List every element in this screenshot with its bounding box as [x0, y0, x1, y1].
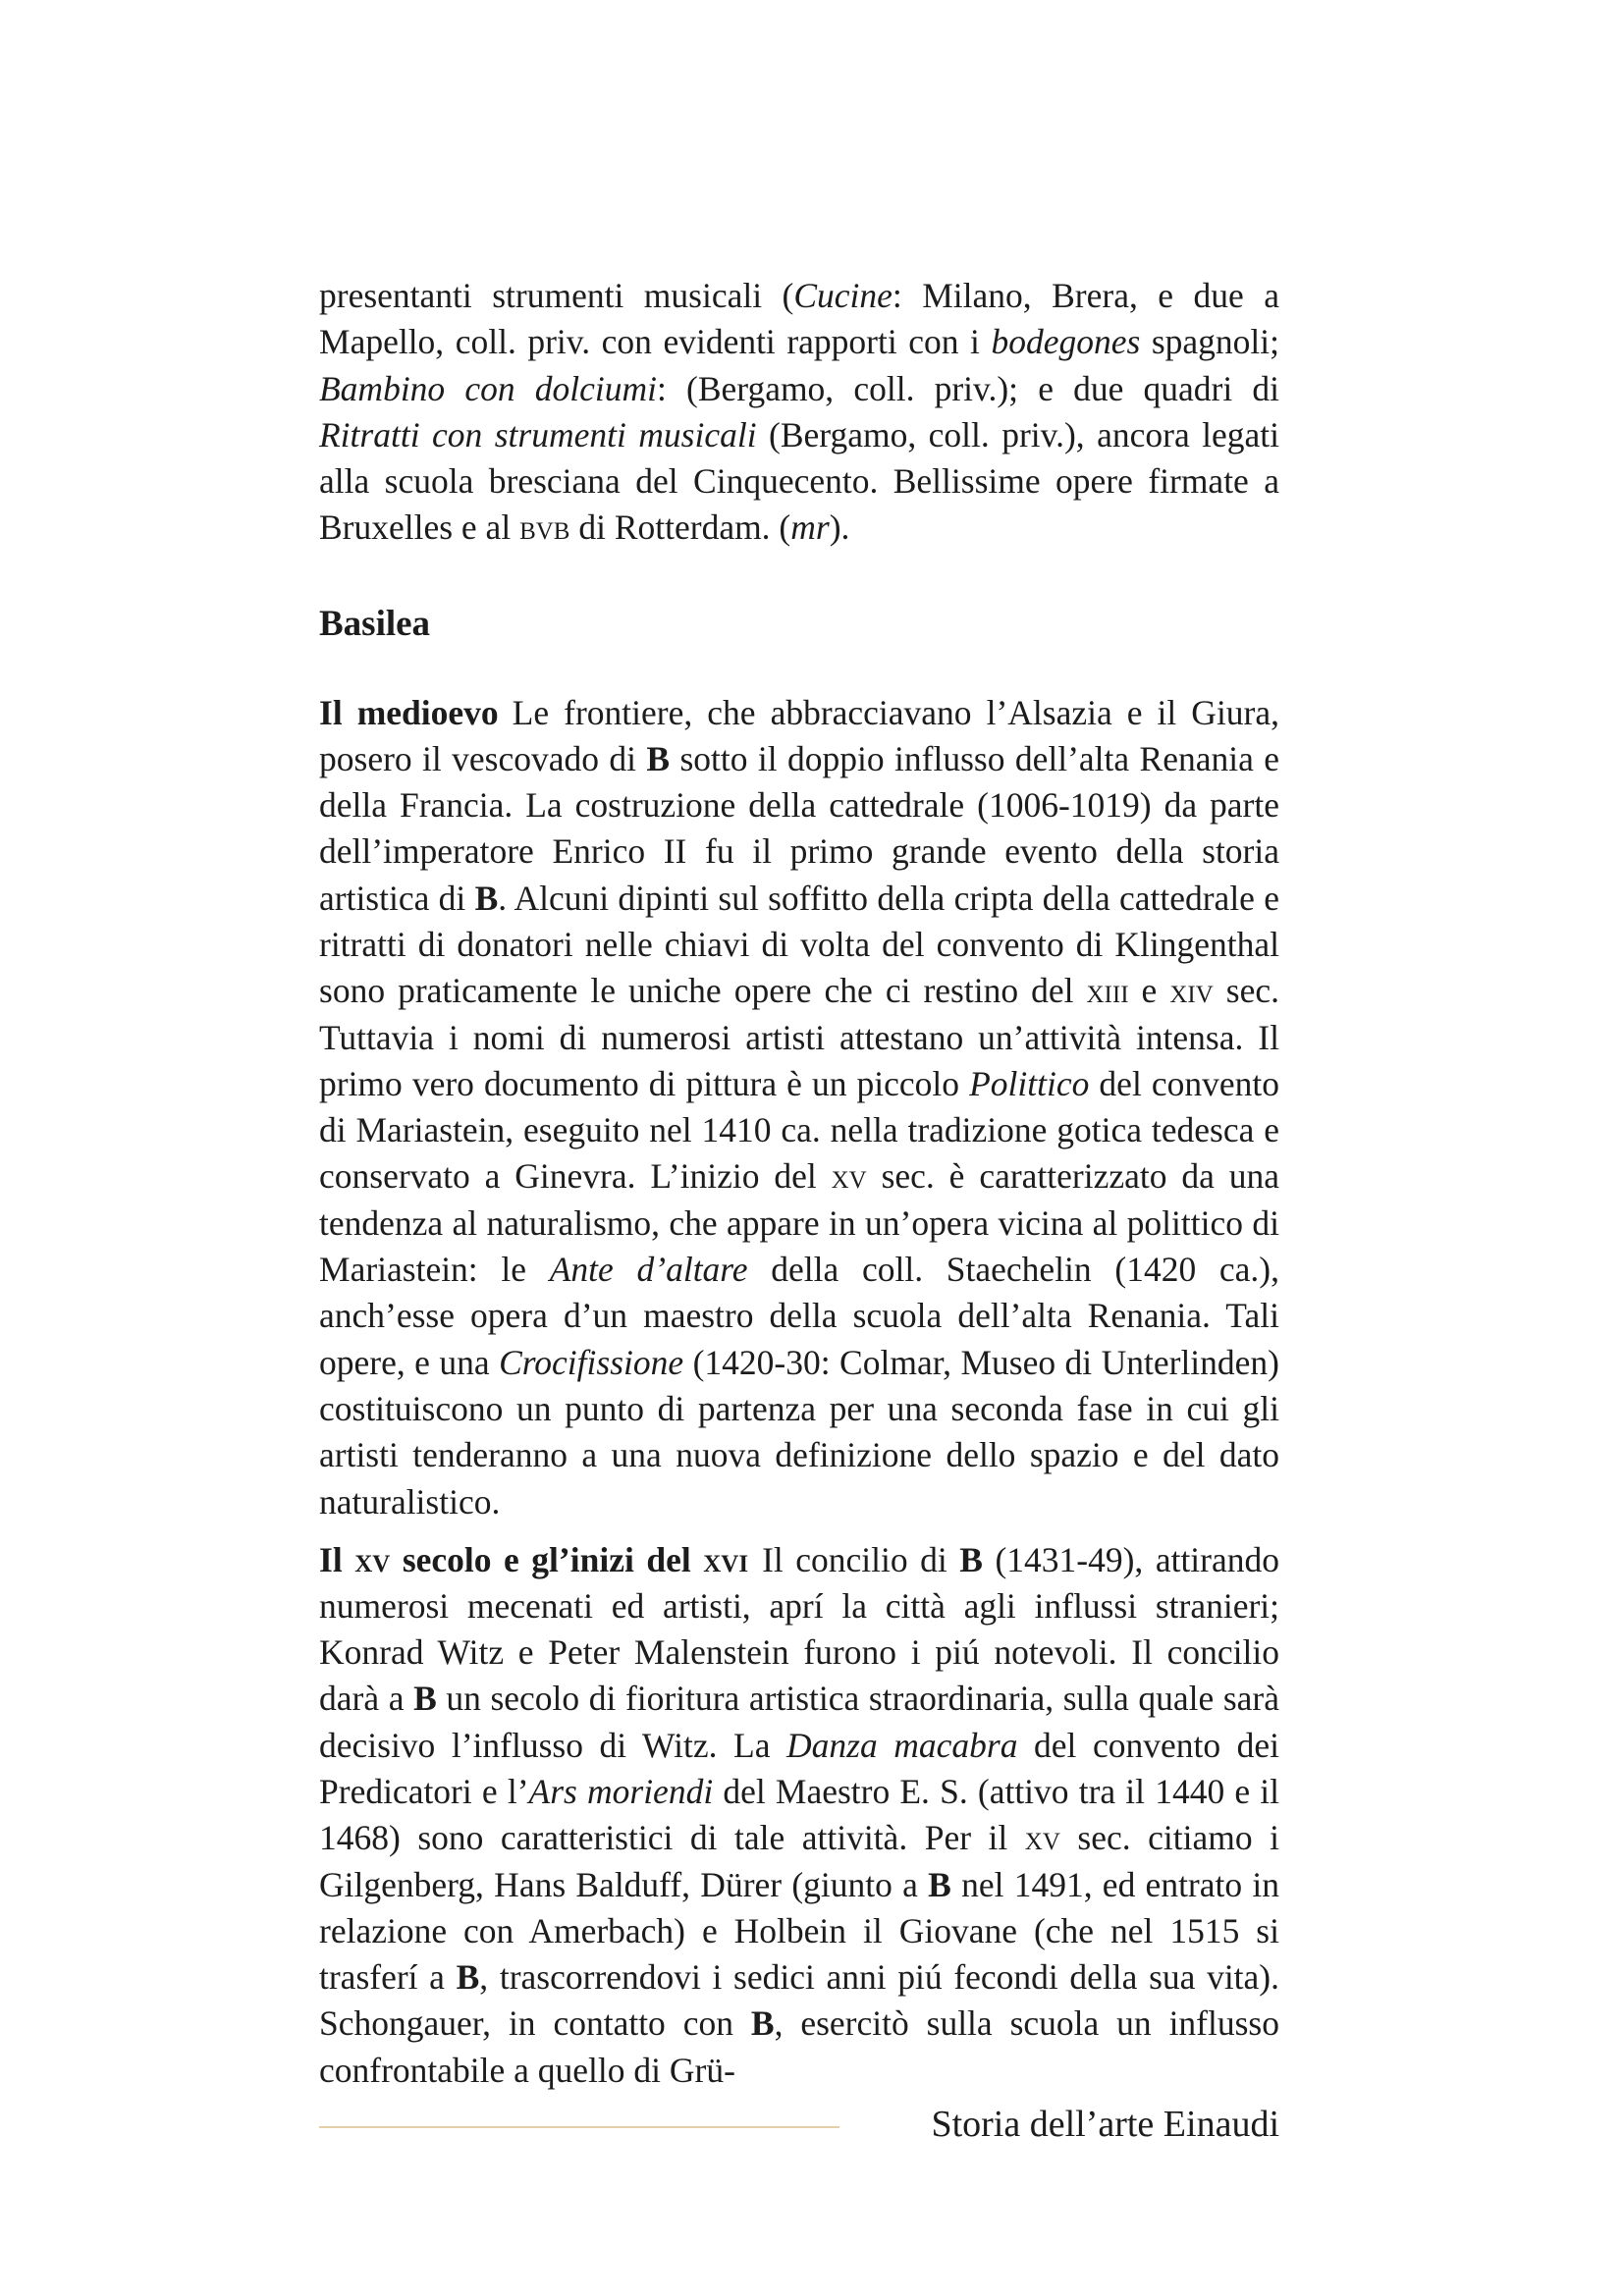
artwork-title: Polittico [969, 1063, 1090, 1103]
intro-paragraph [319, 273, 1279, 552]
artwork-title: Ritratti con strumenti musicali [319, 414, 757, 454]
text-run: Le frontiere, che abbracciavano l’Alsazia e il Giura, posero il vescovado di [319, 692, 1280, 778]
text-run: sec. citiamo i Gilgenberg, Hans Balduff, Dürer (giunto a [319, 1818, 1279, 1904]
text-run: di Rotterdam. ( [569, 507, 791, 548]
artwork-title: Danza macabra [786, 1725, 1018, 1765]
section-xv-secolo [319, 1502, 1279, 2129]
entry-abbrev: B [474, 878, 499, 918]
artwork-title: Ante d’altare [549, 1250, 748, 1290]
century-numeral: xiv [1169, 971, 1214, 1011]
text-run: . Alcuni dipinti sul soffitto della cripta della cattedrale e ritratti di donatori nelle chiavi di volta del convento di Klingenthal sono praticamente le uniche opere che ci restino del [319, 878, 1279, 1011]
artwork-title: Bambino con dolciumi [319, 368, 657, 408]
text-run: (1431-49), attirando numerosi mecenati ed artisti, aprí la città agli influssi stranieri; Konrad Witz e Peter Malenstein furono i piú notevoli. Il concilio darà a [319, 1539, 1279, 1719]
text-run: (1420-30: Colmar, Museo di Unterlinden) costituiscono un punto di partenza per una seconda fase in cui gli artisti tenderanno a una nuova definizione dello spazio e del dato naturalistico. [319, 1342, 1280, 1522]
text-run: del Maestro E. S. (attivo tra il 1440 e il 1468) sono caratteristici di tale attività. Per il [319, 1771, 1280, 1858]
text-run: un secolo di fioritura artistica straordinaria, sulla quale sarà decisivo l’influsso di Witz. La [319, 1679, 1279, 1765]
entry-heading: Basilea [319, 604, 431, 644]
entry-abbrev: B [413, 1679, 437, 1719]
text-run: : (Bergamo, coll. priv.); e due quadri di [656, 368, 1279, 408]
entry-abbrev: B [750, 2003, 775, 2044]
title-part: Il [319, 1539, 355, 1579]
author-initials: mr [790, 507, 830, 548]
text-run: : Milano, Brera, e due a Mapello, coll. priv. con evidenti rapporti con i [319, 276, 1279, 362]
text-run: presentanti strumenti musicali ( [319, 276, 794, 315]
text-run: Il concilio di [762, 1539, 960, 1579]
text-run: , esercitò sulla scuola un influsso confrontabile a quello di Grü- [319, 2003, 1279, 2090]
century-numeral: xiii [1086, 971, 1129, 1011]
footer-divider [319, 2126, 839, 2128]
entry-abbrev: B [646, 738, 671, 778]
text-run: (Bergamo, coll. priv.), ancora legati alla scuola bresciana del Cinquecento. Bellissime opere firmate a Bruxelles e al [319, 414, 1279, 548]
artwork-title: Ars moriendi [528, 1771, 714, 1811]
text-run: sec. è caratterizzato da una tendenza al naturalismo, che appare in un’opera vicina al polittico di Mariastein: le [319, 1156, 1279, 1290]
century-numeral: xvi [703, 1539, 749, 1579]
century-numeral: xv [354, 1539, 391, 1579]
text-run: , trascorrendovi i sedici anni piú fecondi della sua vita). Schongauer, in contatto con [319, 1957, 1279, 2044]
entry-abbrev: B [456, 1957, 480, 1998]
entry-abbrev: B [959, 1539, 983, 1579]
museum-abbreviation: bvb [519, 507, 570, 548]
text-run: della coll. Staechelin (1420 ca.), anch’esse opera d’un maestro della scuola dell’alta Renania. Tali opere, e una [319, 1250, 1279, 1382]
section-title [319, 1540, 748, 1579]
entry-abbrev: B [928, 1864, 951, 1904]
section-title: Il medioevo [319, 692, 499, 732]
text-run: ). [829, 507, 850, 548]
century-numeral: xv [831, 1156, 867, 1197]
text-run: del convento di Mariastein, eseguito nel 1410 ca. nella tradizione gotica tedesca e conservato a Ginevra. L’inizio del [319, 1063, 1279, 1197]
text-run: sotto il doppio influsso dell’alta Renania e della Francia. La costruzione della cattedrale (1006-1019) da parte dell’imperatore Enrico II fu il primo grande evento della storia artistica di [319, 738, 1279, 918]
text-run: sec. Tuttavia i nomi di numerosi artisti attestano un’attività intensa. Il primo vero documento di pittura è un piccolo [319, 971, 1279, 1103]
section-medioevo [319, 655, 1279, 1560]
text-run: e [1128, 971, 1170, 1011]
title-part: secolo e gl’inizi del [390, 1539, 704, 1579]
foreign-term: bodegones [991, 322, 1141, 362]
footer-publisher: Storia dell’arte Einaudi [931, 2104, 1279, 2145]
century-numeral: xv [1024, 1818, 1060, 1858]
text-run: del convento dei Predicatori e l’ [319, 1725, 1279, 1811]
text-run: spagnoli; [1140, 322, 1279, 362]
artwork-title: Cucine [793, 276, 893, 315]
text-run: nel 1491, ed entrato in relazione con Amerbach) e Holbein il Giovane (che nel 1515 si trasferí a [319, 1864, 1279, 1998]
artwork-title: Crocifissione [499, 1342, 684, 1382]
